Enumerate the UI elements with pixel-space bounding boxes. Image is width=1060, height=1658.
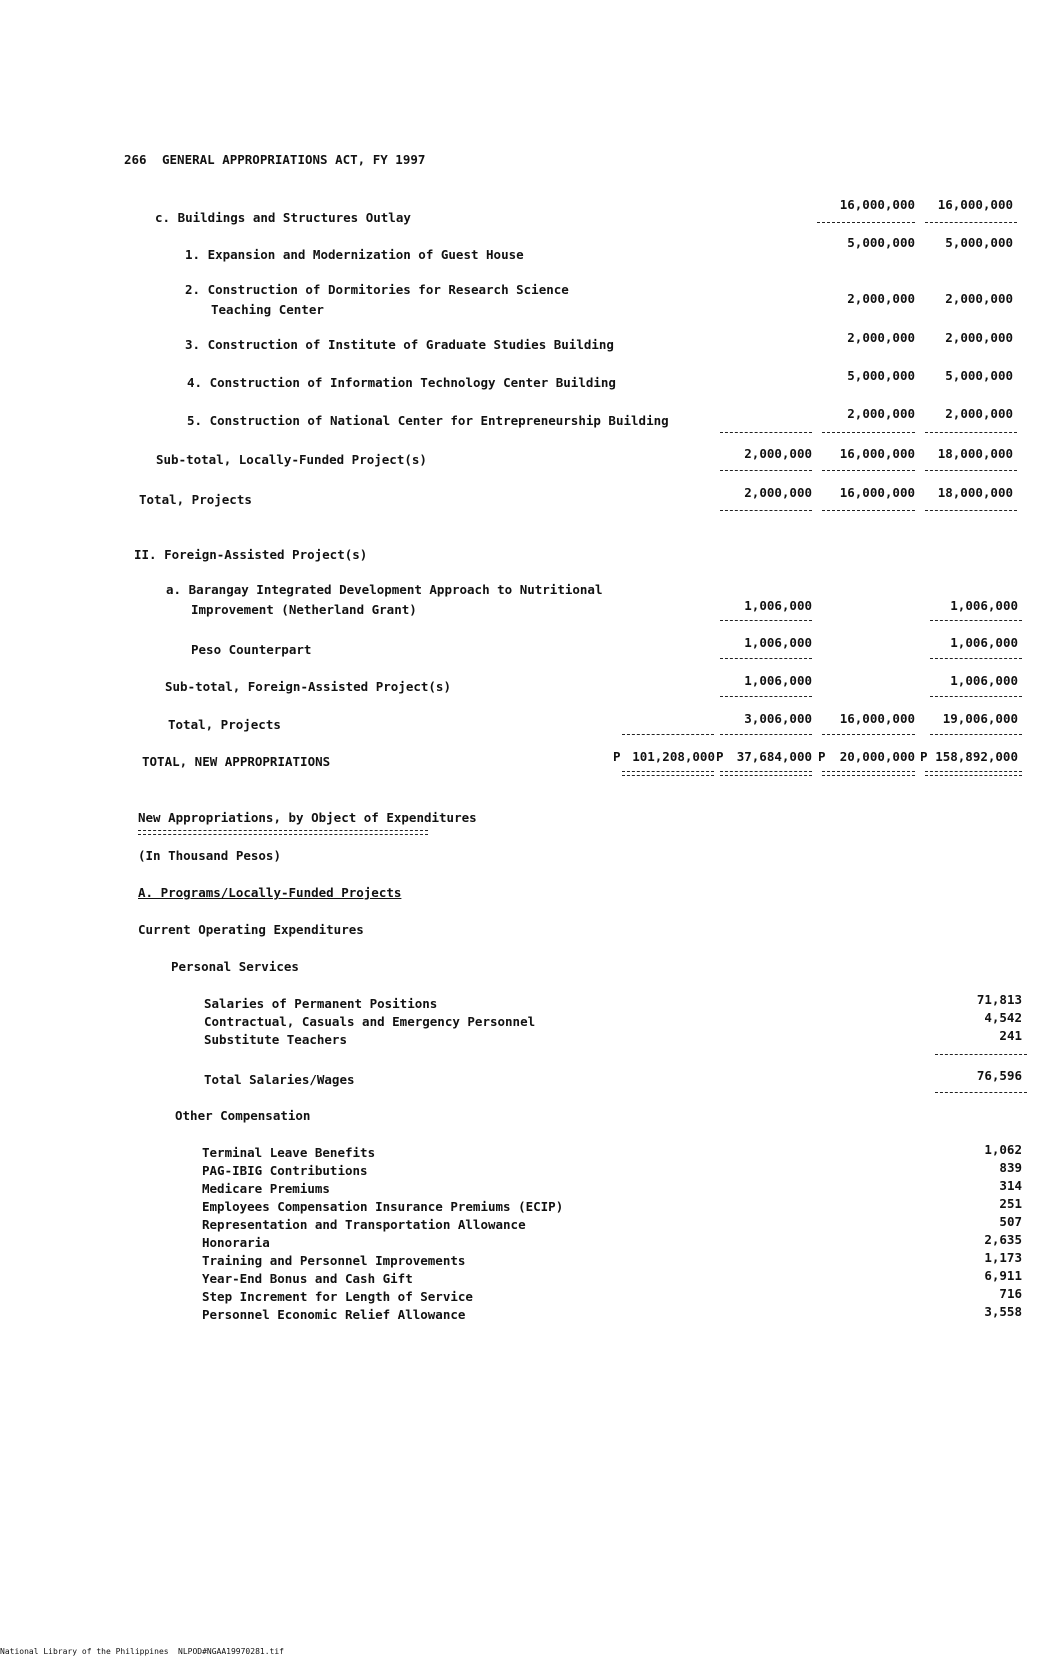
rule bbox=[935, 1054, 1027, 1055]
salary-item: Substitute Teachers bbox=[204, 1032, 347, 1047]
building-item-5-col4: 2,000,000 bbox=[945, 406, 1013, 421]
building-item-5: 5. Construction of National Center for Entrepreneurship Building bbox=[187, 413, 669, 428]
building-item-1: 1. Expansion and Modernization of Guest House bbox=[185, 247, 524, 262]
buildings-subtotal-col4: 18,000,000 bbox=[937, 446, 1013, 461]
grand-total-col3: 20,000,000 bbox=[839, 749, 915, 764]
other-comp-value: 716 bbox=[999, 1286, 1022, 1301]
grand-total-col1: 101,208,000 bbox=[632, 749, 715, 764]
rule bbox=[622, 734, 714, 735]
salary-item: Contractual, Casuals and Emergency Personnel bbox=[204, 1014, 536, 1029]
rule bbox=[935, 1092, 1027, 1093]
building-item-4: 4. Construction of Information Technology Center Building bbox=[187, 375, 616, 390]
grand-total-col2: 37,684,000 bbox=[736, 749, 812, 764]
rule bbox=[822, 470, 915, 471]
building-item-2-col3: 2,000,000 bbox=[847, 291, 915, 306]
building-item-4-col4: 5,000,000 bbox=[945, 368, 1013, 383]
other-comp-item: PAG-IBIG Contributions bbox=[202, 1163, 368, 1178]
building-item-4-col3: 5,000,000 bbox=[847, 368, 915, 383]
other-comp-item: Employees Compensation Insurance Premiums (ECIP) bbox=[202, 1199, 564, 1214]
rule bbox=[930, 658, 1022, 659]
double-rule bbox=[138, 830, 428, 835]
buildings-heading: c. Buildings and Structures Outlay bbox=[155, 210, 411, 225]
other-comp-value: 314 bbox=[999, 1178, 1022, 1193]
foreign-item-col4: 1,006,000 bbox=[950, 598, 1018, 613]
building-item-3: 3. Construction of Institute of Graduate Studies Building bbox=[185, 337, 614, 352]
peso-sign: P bbox=[613, 749, 621, 764]
foreign-total-col4: 19,006,000 bbox=[942, 711, 1018, 726]
other-comp-value: 3,558 bbox=[984, 1304, 1022, 1319]
other-comp-item: Terminal Leave Benefits bbox=[202, 1145, 376, 1160]
foreign-subtotal-label: Sub-total, Foreign-Assisted Project(s) bbox=[165, 679, 451, 694]
rule bbox=[930, 696, 1022, 697]
building-item-1-col4: 5,000,000 bbox=[945, 235, 1013, 250]
rule bbox=[817, 222, 915, 223]
foreign-subtotal-col4: 1,006,000 bbox=[950, 673, 1018, 688]
salary-value: 71,813 bbox=[976, 992, 1022, 1007]
footer-file: NLPOD#NGAA19970281.tif bbox=[178, 1647, 284, 1656]
building-item-5-col3: 2,000,000 bbox=[847, 406, 915, 421]
footer-library: National Library of the Philippines bbox=[0, 1647, 169, 1656]
rule bbox=[925, 470, 1017, 471]
building-item-3-col3: 2,000,000 bbox=[847, 330, 915, 345]
other-comp-value: 251 bbox=[999, 1196, 1022, 1211]
page-title: GENERAL APPROPRIATIONS ACT, FY 1997 bbox=[162, 152, 426, 167]
rule bbox=[925, 510, 1017, 511]
grand-total-label: TOTAL, NEW APPROPRIATIONS bbox=[142, 754, 331, 769]
salary-value: 4,542 bbox=[984, 1010, 1022, 1025]
other-comp-value: 2,635 bbox=[984, 1232, 1022, 1247]
peso-counterpart-col2: 1,006,000 bbox=[744, 635, 812, 650]
other-compensation-heading: Other Compensation bbox=[175, 1108, 311, 1123]
peso-counterpart-label: Peso Counterpart bbox=[191, 642, 312, 657]
foreign-item-label-line2: Improvement (Netherland Grant) bbox=[191, 602, 417, 617]
rule bbox=[822, 432, 915, 433]
peso-sign: P bbox=[716, 749, 724, 764]
other-comp-item: Honoraria bbox=[202, 1235, 270, 1250]
other-comp-item: Medicare Premiums bbox=[202, 1181, 330, 1196]
other-comp-item: Year-End Bonus and Cash Gift bbox=[202, 1271, 413, 1286]
other-comp-item: Training and Personnel Improvements bbox=[202, 1253, 466, 1268]
grand-total-col4: 158,892,000 bbox=[935, 749, 1018, 764]
foreign-total-label: Total, Projects bbox=[168, 717, 281, 732]
page-number: 266 bbox=[124, 152, 147, 167]
foreign-heading: II. Foreign-Assisted Project(s) bbox=[134, 547, 368, 562]
buildings-total-col2: 2,000,000 bbox=[744, 485, 812, 500]
peso-counterpart-col4: 1,006,000 bbox=[950, 635, 1018, 650]
foreign-item-label: a. Barangay Integrated Development Approach to Nutritional bbox=[166, 582, 603, 597]
buildings-heading-col4: 16,000,000 bbox=[937, 197, 1013, 212]
double-rule bbox=[925, 771, 1022, 776]
buildings-total-label: Total, Projects bbox=[139, 492, 252, 507]
building-item-1-col3: 5,000,000 bbox=[847, 235, 915, 250]
peso-sign: P bbox=[920, 749, 928, 764]
building-item-3-col4: 2,000,000 bbox=[945, 330, 1013, 345]
personal-services-heading: Personal Services bbox=[171, 959, 299, 974]
other-comp-value: 839 bbox=[999, 1160, 1022, 1175]
building-item-2-line2: Teaching Center bbox=[211, 302, 324, 317]
other-comp-item: Step Increment for Length of Service bbox=[202, 1289, 473, 1304]
rule bbox=[720, 510, 812, 511]
rule bbox=[925, 432, 1017, 433]
other-comp-item: Representation and Transportation Allowance bbox=[202, 1217, 526, 1232]
buildings-total-col4: 18,000,000 bbox=[937, 485, 1013, 500]
other-comp-value: 1,062 bbox=[984, 1142, 1022, 1157]
other-comp-value: 6,911 bbox=[984, 1268, 1022, 1283]
peso-sign: P bbox=[818, 749, 826, 764]
current-operating-heading: Current Operating Expenditures bbox=[138, 922, 364, 937]
buildings-subtotal-col2: 2,000,000 bbox=[744, 446, 812, 461]
salary-value: 241 bbox=[999, 1028, 1022, 1043]
double-rule bbox=[720, 771, 812, 776]
buildings-subtotal-col3: 16,000,000 bbox=[839, 446, 915, 461]
objects-heading: New Appropriations, by Object of Expenditures bbox=[138, 810, 477, 825]
rule bbox=[930, 620, 1022, 621]
foreign-subtotal-col2: 1,006,000 bbox=[744, 673, 812, 688]
building-item-2-col4: 2,000,000 bbox=[945, 291, 1013, 306]
foreign-total-col2: 3,006,000 bbox=[744, 711, 812, 726]
salary-item: Salaries of Permanent Positions bbox=[204, 996, 438, 1011]
other-comp-value: 1,173 bbox=[984, 1250, 1022, 1265]
rule bbox=[822, 510, 915, 511]
buildings-subtotal-label: Sub-total, Locally-Funded Project(s) bbox=[156, 452, 427, 467]
rule bbox=[720, 734, 812, 735]
rule bbox=[925, 222, 1017, 223]
rule bbox=[720, 432, 812, 433]
buildings-total-col3: 16,000,000 bbox=[839, 485, 915, 500]
foreign-item-col2: 1,006,000 bbox=[744, 598, 812, 613]
unit-note: (In Thousand Pesos) bbox=[138, 848, 281, 863]
rule bbox=[720, 470, 812, 471]
section-a-heading: A. Programs/Locally-Funded Projects bbox=[138, 885, 402, 900]
rule bbox=[930, 734, 1022, 735]
other-comp-item: Personnel Economic Relief Allowance bbox=[202, 1307, 466, 1322]
building-item-2: 2. Construction of Dormitories for Research Science bbox=[185, 282, 569, 297]
other-comp-value: 507 bbox=[999, 1214, 1022, 1229]
rule bbox=[822, 734, 915, 735]
total-salaries-label: Total Salaries/Wages bbox=[204, 1072, 355, 1087]
double-rule bbox=[622, 771, 714, 776]
rule bbox=[720, 620, 812, 621]
double-rule bbox=[822, 771, 915, 776]
rule bbox=[720, 658, 812, 659]
buildings-heading-col3: 16,000,000 bbox=[839, 197, 915, 212]
rule bbox=[720, 696, 812, 697]
foreign-total-col3: 16,000,000 bbox=[839, 711, 915, 726]
total-salaries-value: 76,596 bbox=[976, 1068, 1022, 1083]
